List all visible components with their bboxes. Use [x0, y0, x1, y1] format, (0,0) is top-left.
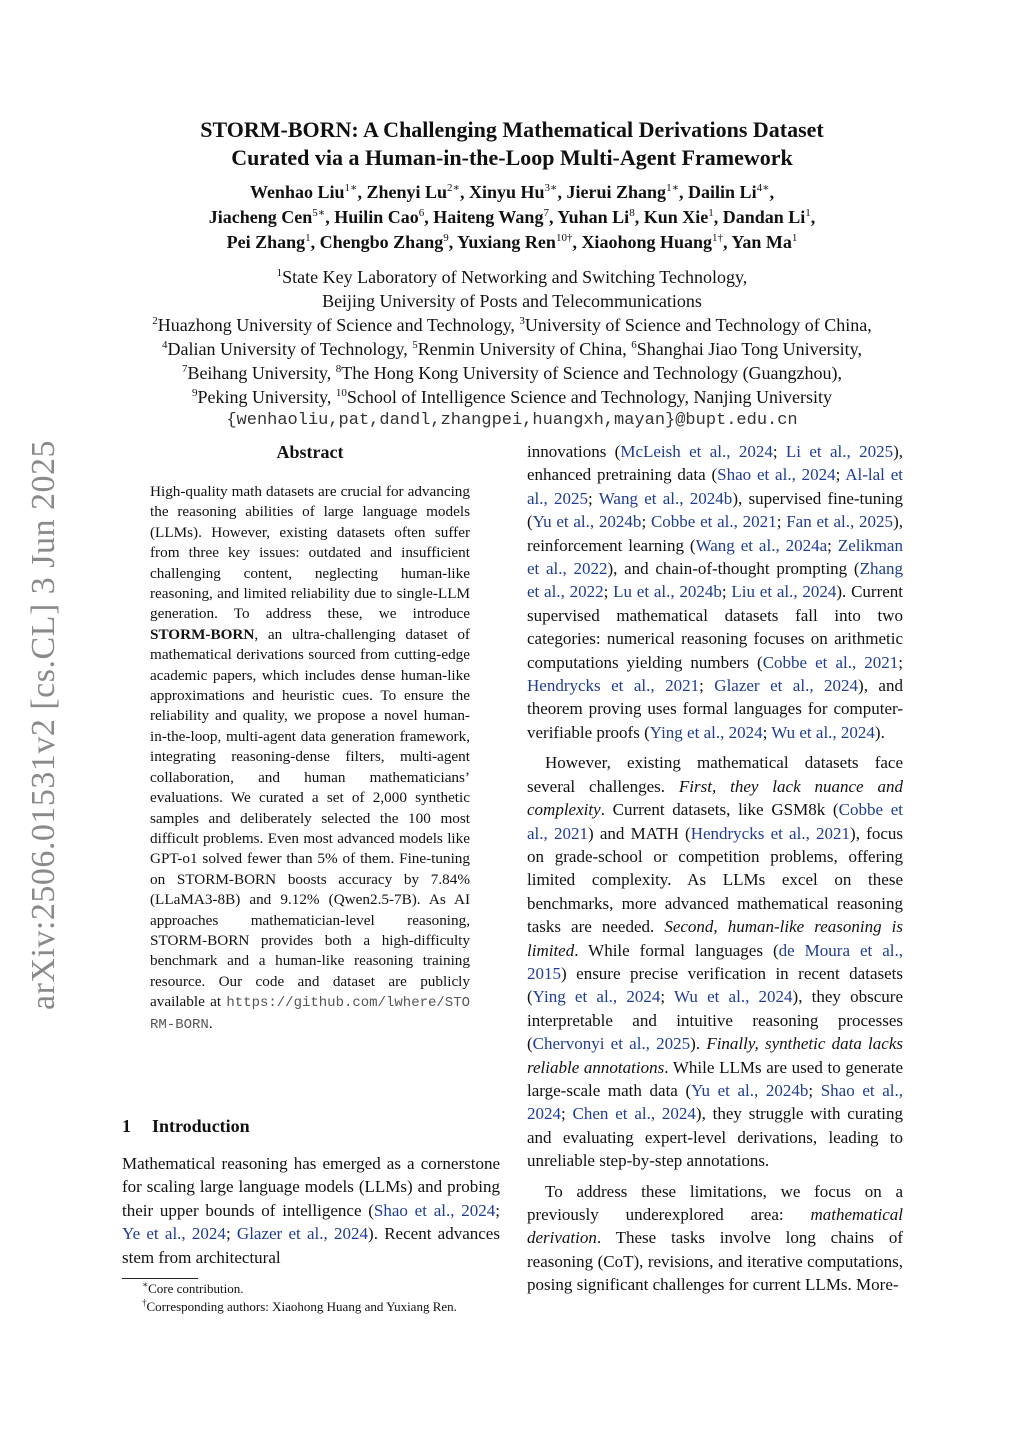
affiliation: State Key Laboratory of Networking and Switching Technology,	[282, 267, 748, 287]
body-text: . Current datasets, like GSM8k (	[600, 800, 839, 820]
author-name: Jierui Zhang	[566, 182, 667, 202]
author-sup: 1	[305, 232, 311, 244]
affiliation-line	[92, 337, 932, 361]
section-heading-introduction	[122, 1114, 502, 1138]
body-text: ), and theorem proving uses formal languages for computer-verifiable proofs (	[527, 676, 903, 742]
author-name: Yan Ma	[731, 232, 792, 252]
paragraph-challenges: However, existing mathematical datasets face several challenges. First, they lack nuance and complexity. Current datasets, like GSM8k (Cobbe et al., 2021) and MATH (Hendrycks et al., 2021), focus on grade-school or competition problems, offering limited complexity. As LLMs excel on these benchmarks, more advanced mathematical reasoning tasks are needed. Second, human-like reasoning is limited. While formal languages (de Moura et al., 2015) ensure precise verification in recent datasets (Ying et al., 2024; Wu et al., 2024), they obscure interpretable and intuitive reasoning processes (Chervonyi et al., 2025). Finally, synthetic data lacks reliable annotations. While LLMs are used to generate large-scale math data (Yu et al., 2024b; Shao et al., 2024; Chen et al., 2024), they struggle with curating and evaluating expert-level derivations, leading to unreliable step-by-step annotations.	[527, 753, 904, 1171]
body-text: . While formal languages (	[574, 940, 779, 960]
citation-link[interactable]: Chen et al., 2024	[572, 1104, 696, 1124]
affiliation-line	[92, 361, 932, 385]
body-text: ).	[690, 1034, 707, 1054]
affiliation: The Hong Kong University of Science and Technology (Guangzhou),	[341, 363, 843, 383]
body-text: . These tasks involve long chains of reasoning (CoT), revisions, and iterative computations, posing significant challenges for current LLMs. More-	[527, 1228, 903, 1295]
author-name: Jiacheng Cen	[208, 207, 313, 227]
citation-link[interactable]: Shao et al., 2024	[373, 1200, 496, 1220]
author-name: Yuxiang Ren	[457, 232, 556, 252]
body-text: ), reinforcement learning (	[527, 512, 903, 555]
affiliation-mark: 2	[152, 315, 158, 327]
citation-link[interactable]: Ye et al., 2024	[122, 1224, 226, 1244]
body-text: innovations (	[527, 442, 621, 461]
author-name: Huilin Cao	[334, 207, 419, 227]
author-sup: 8	[629, 207, 635, 219]
affiliation: Peking University,	[197, 387, 336, 407]
paper-title	[110, 116, 914, 172]
citation-link[interactable]: Ying et al., 2024	[649, 722, 763, 742]
affiliation: Dalian University of Technology,	[167, 339, 413, 359]
citation-link[interactable]: Cobbe et al., 2021	[762, 652, 899, 672]
citation-link[interactable]: Cobbe et al., 2021	[527, 800, 904, 843]
emphasis-text: Second, human-like reasoning is limited	[527, 917, 904, 960]
author-sup: 5∗	[312, 207, 326, 219]
citation-link[interactable]: Yu et al., 2024b	[691, 1080, 809, 1100]
github-link[interactable]: https://github.com/lwhere/STORM-BORN	[150, 995, 470, 1033]
body-text: ), and chain-of-thought prompting (	[607, 559, 860, 579]
citation-link[interactable]: Zelikman et al., 2022	[527, 535, 903, 579]
title-line-1: STORM-BORN: A Challenging Mathematical Derivations Dataset	[200, 117, 824, 142]
citation-link[interactable]: Chervonyi et al., 2025	[532, 1034, 691, 1054]
citation-link[interactable]: McLeish et al., 2024	[620, 442, 773, 461]
affiliation: School of Intelligence Science and Technology, Nanjing University	[346, 387, 832, 407]
affiliation-mark: 10	[335, 387, 347, 399]
body-text: ). Recent advances stem from architectural	[122, 1224, 500, 1267]
body-text: To address these limitations, we focus on a previously underexplored area:	[527, 1181, 903, 1224]
author-line-2: Jiacheng Cen$^{5∗}$, Huilin Cao$^6$, Haiteng Wang$^7$, Yuhan Li$^8$, Kun Xie$^1$, Dandan Li$^1$,	[208, 207, 816, 227]
affiliation: University of Science and Technology of China,	[524, 315, 872, 335]
citation-link[interactable]: Wu et al., 2024	[771, 722, 875, 742]
citation-link[interactable]: Lu et al., 2024b	[613, 582, 722, 602]
author-emails: {wenhaoliu,pat,dandl,zhangpei,huangxh,mayan}@bupt.edu.cn	[226, 411, 798, 430]
citation-link[interactable]: Shao et al., 2024	[527, 1080, 903, 1124]
body-text: ). Current supervised mathematical datasets fall into two categories: numerical reasoning focuses on arithmetic computations yielding numbers (	[527, 582, 904, 672]
footnote-rule	[122, 1278, 198, 1279]
abstract-text: , an ultra-challenging dataset of mathematical derivations sourced from cutting-edge academic papers, which includes dense human-like approximations and heuristic cues. To ensure the reliability and quality, we propose a novel human-in-the-loop, multi-agent data generation framework, integrating reasoning-dense filters, multi-agent collaboration, and human mathematicians’ evaluations. We curated a set of 2,000 synthetic samples and deliberately selected the 100 most difficult problems. Even most advanced models like GPT-o1 solved fewer than 5% of them. Fine-tuning on STORM-BORN boosts accuracy by 7.84% (LLaMA3-8B) and 9.12% (Qwen2.5-7B). As AI approaches mathematician-level reasoning, STORM-BORN provides both a high-difficulty benchmark and a human-like reasoning training resource. Our code and dataset are publicly available at	[150, 625, 470, 1011]
abstract-text: High-quality math datasets are crucial for advancing the reasoning abilities of large language models (LLMs). However, existing datasets often suffer from three key issues: outdated and insufficient challenging content, neglecting human-like reasoning, and limited reliability due to single-LLM generation. To address these, we introduce	[150, 483, 470, 623]
affiliation-line	[92, 313, 932, 337]
paragraph-focus	[527, 1180, 903, 1297]
body-text: ), supervised fine-tuning (	[527, 488, 903, 532]
author-sup: 1∗	[344, 182, 358, 194]
author-list	[110, 180, 914, 255]
author-name: Chengbo Zhang	[319, 232, 444, 252]
affiliation-line	[92, 289, 932, 313]
abstract-heading: Abstract	[276, 442, 344, 462]
citation-link[interactable]: Al-lal et al., 2025	[527, 465, 903, 508]
footnote-text: Core contribution.	[148, 1281, 244, 1296]
author-name: Pei Zhang	[226, 232, 306, 252]
citation-link[interactable]: Liu et al., 2024	[731, 582, 837, 602]
section-number: 1	[122, 1116, 131, 1136]
affiliation: Beihang University,	[187, 363, 336, 383]
affiliation-mark: 4	[162, 339, 168, 351]
citation-link[interactable]: Hendrycks et al., 2021	[690, 823, 851, 843]
author-sup: 1†	[711, 232, 723, 244]
author-name: Zhenyi Lu	[366, 182, 448, 202]
affiliation-line	[92, 385, 932, 409]
body-text: ), enhanced pretraining data (	[527, 442, 904, 485]
author-name: Haiteng Wang	[433, 207, 544, 227]
author-name: Dailin Li	[688, 182, 757, 202]
author-line-1: Wenhao Liu$^{1∗}$, Zhenyi $Lu^{2∗}$, Xinyu $Hu^{3∗}$, Jierui Zhang$^{1∗}$, Dailin $Li^{4∗}$,	[249, 182, 775, 202]
dataset-name: STORM-BORN	[150, 625, 255, 643]
abstract-text: .	[208, 1014, 213, 1032]
emphasis-text: mathematical derivation	[527, 1205, 903, 1248]
citation-link[interactable]: Glazer et al., 2024	[714, 676, 859, 696]
author-name: Kun Xie	[643, 207, 709, 227]
author-name: Dandan Li	[722, 207, 806, 227]
author-sup: 7	[543, 207, 549, 219]
emphasis-text: First, they lack nuance and complexity	[527, 776, 903, 820]
affiliation: Beijing University of Posts and Telecommunications	[322, 291, 702, 311]
footnote-mark: ∗	[142, 1279, 149, 1290]
body-text: ), they obscure interpretable and intuitive reasoning processes (	[527, 987, 903, 1054]
abstract-body	[150, 482, 470, 1035]
author-name: Wenhao Liu	[249, 182, 345, 202]
affiliation-mark: 5	[412, 339, 418, 351]
author-name: Xinyu Hu	[469, 182, 545, 202]
citation-link[interactable]: Ying et al., 2024	[532, 987, 661, 1007]
footnotes	[122, 1280, 500, 1316]
citation-link[interactable]: Hendrycks et al., 2021	[527, 676, 700, 696]
author-name: Xiaohong Huang	[581, 232, 712, 252]
body-text: However, existing mathematical datasets face several challenges.	[527, 753, 903, 796]
right-column	[527, 440, 903, 1297]
citation-link[interactable]: Shao et al., 2024	[717, 465, 836, 485]
author-sup: 10†	[555, 232, 573, 244]
intro-paragraph: Mathematical reasoning has emerged as a cornerstone for scaling large language models (LLMs) and probing their upper bounds of intelligence (Shao et al., 2024; Ye et al., 2024; Glazer et al., 2024). Recent advances stem from architectural	[122, 1154, 500, 1267]
emphasis-text: Finally, synthetic data lacks reliable annotations	[527, 1034, 903, 1077]
affiliation-mark: 7	[181, 363, 188, 375]
paragraph-continued: innovations (McLeish et al., 2024; Li et al., 2025), enhanced pretraining data (Shao et al., 2024; Al-lal et al., 2025; Wang et al., 2024b), supervised fine-tuning (Yu et al., 2024b; Cobbe et al., 2021; Fan et al., 2025), reinforcement learning (Wang et al., 2024a; Zelikman et al., 2022), and chain-of-thought prompting (Zhang et al., 2022; Lu et al., 2024b; Liu et al., 2024). Current supervised mathematical datasets fall into two categories: numerical reasoning focuses on arithmetic computations yielding numbers (Cobbe et al., 2021; Hendrycks et al., 2021; Glazer et al., 2024), and theorem proving uses formal languages for computer-verifiable proofs (Ying et al., 2024; Wu et al., 2024).	[527, 442, 904, 742]
affiliation-mark: 6	[631, 339, 637, 351]
citation-link[interactable]: Wang et al., 2024a	[695, 535, 828, 555]
footnote-mark: †	[142, 1297, 147, 1308]
affiliations	[92, 265, 932, 433]
affiliation-mark: 9	[192, 387, 198, 399]
author-sup: 2∗	[447, 182, 460, 194]
arxiv-stamp: arXiv:2506.01531v2 [cs.CL] 3 Jun 2025	[25, 439, 62, 1010]
author-sup: 1	[791, 232, 798, 244]
footnote-text: Corresponding authors: Xiaohong Huang and Yuxiang Ren.	[146, 1299, 457, 1314]
author-sup: 9	[443, 232, 449, 244]
body-text: ) and MATH (	[588, 823, 691, 843]
citation-link[interactable]: Fan et al., 2025	[786, 512, 894, 532]
citation-link[interactable]: Li et al., 2025	[785, 442, 894, 461]
affiliation-line	[92, 265, 932, 289]
affiliation: Huazhong University of Science and Technology,	[157, 315, 520, 335]
affiliation-mark: 3	[519, 315, 525, 327]
section-title: Introduction	[152, 1116, 250, 1136]
body-text: Mathematical reasoning has emerged as a cornerstone for scaling large language models (LLMs) and probing their upper bounds of intelligence (	[122, 1154, 500, 1220]
footnote	[122, 1298, 500, 1316]
affiliation: Shanghai Jiao Tong University,	[636, 339, 862, 359]
author-line-3: Pei Zhang$^1$, Chengbo Zhang$^9$, Yuxiang Ren$^{10\dagger}$, Xiaohong Huang$^{1\dagger}$, Yan Ma$^1$	[226, 232, 798, 252]
footnote	[122, 1280, 500, 1298]
author-sup: 4∗	[756, 182, 770, 194]
affiliation: Renmin University of China,	[417, 339, 632, 359]
body-text: . While LLMs are used to generate large-scale math data (	[527, 1057, 903, 1100]
citation-link[interactable]: Wang et al., 2024b	[598, 488, 733, 508]
author-sup: 3∗	[544, 182, 558, 194]
affiliation-mark: 1	[276, 267, 283, 279]
title-line-2: Curated via a Human-in-the-Loop Multi-Agent Framework	[231, 145, 793, 170]
citation-link[interactable]: Zhang et al., 2022	[527, 559, 903, 602]
citation-link[interactable]: Yu et al., 2024b	[532, 512, 642, 532]
author-sup: 6	[418, 207, 425, 219]
body-text: ), they struggle with curating and evaluating expert-level derivations, leading to unreliable step-by-step annotations.	[527, 1104, 904, 1171]
citation-link[interactable]: Glazer et al., 2024	[236, 1224, 369, 1244]
body-text: ) ensure precise verification in recent datasets (	[527, 963, 903, 1007]
author-sup: 1	[805, 207, 811, 219]
body-text: ).	[874, 722, 885, 742]
author-name: Yuhan Li	[557, 207, 630, 227]
citation-link[interactable]: de Moura et al., 2015	[527, 940, 904, 983]
author-sup: 1	[708, 207, 714, 219]
author-sup: 1∗	[666, 182, 680, 194]
citation-link[interactable]: Cobbe et al., 2021	[650, 512, 777, 532]
affiliation-mark: 8	[335, 363, 342, 375]
citation-link[interactable]: Wu et al., 2024	[674, 987, 793, 1007]
body-text: ), focus on grade-school or competition problems, offering limited complexity. As LLMs excel on these benchmarks, more advanced mathematical reasoning tasks are needed.	[527, 823, 903, 937]
